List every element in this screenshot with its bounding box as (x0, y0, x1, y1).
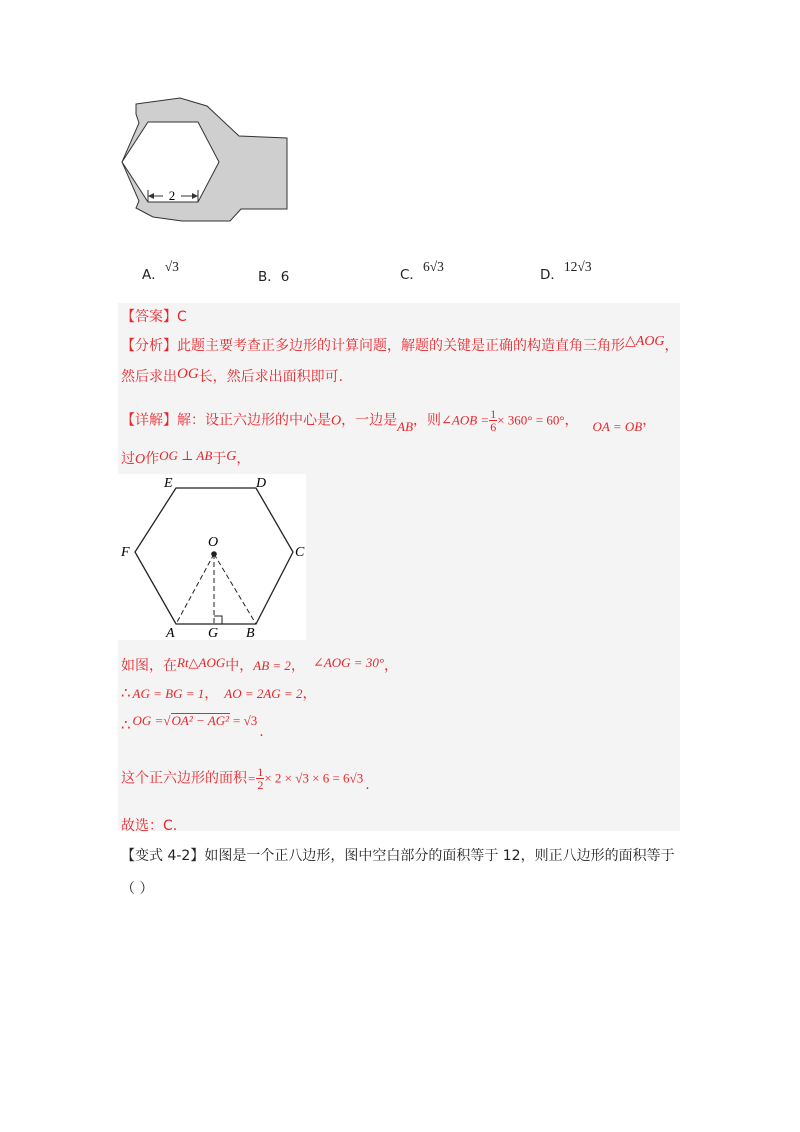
center-point (211, 551, 217, 557)
wrench-hexagon-figure (115, 90, 300, 225)
area-line: 这个正六边形的面积= $\frac{1}{2}$ × 2 × √3 × 6 = 6√3 . (121, 765, 370, 793)
option-c: C．6√3 (400, 259, 444, 283)
label-B: B (246, 626, 255, 640)
label-E: E (164, 476, 173, 491)
dimension-label: 2 (168, 188, 176, 203)
option-a: A．√3 (142, 259, 179, 283)
fraction-one-sixth: $\frac{1}{6}$ (490, 407, 497, 434)
analysis-line-2: 然后求出OG长，然后求出面积即可. (121, 366, 344, 385)
label-F: F (121, 545, 130, 560)
label-A: A (166, 626, 175, 640)
choose-line: 故选：C. (121, 818, 178, 834)
option-d: D．12√3 (540, 259, 592, 283)
label-O: O (208, 535, 219, 550)
answer-line: 【答案】C (121, 309, 187, 325)
solution-line-3: ∴ OG =√OA² − AG² = √3. (121, 713, 264, 740)
solution-line-1: 如图，在Rt△AOG中，AB = 2， ∠AOG = 30°， (121, 655, 399, 674)
label-C: C (295, 545, 305, 560)
radical-expression: OA² − AG² (171, 713, 229, 728)
fraction-one-half: $\frac{1}{2}$ (257, 765, 264, 792)
detail-line-1: 【详解】解：设正六边形的中心是O，一边是AB，则∠AOB = $\frac{1}{6}$ × 360° = 60°， OA = OB， (121, 407, 657, 434)
variant-question: 【变式 4-2】如图是一个正八边形，图中空白部分的面积等于 12，则正八边形的面积等于 (121, 848, 675, 864)
detail-line-2: 过O作OG ⊥ AB于G， (121, 448, 251, 467)
variant-paren: （ ） (121, 881, 154, 897)
solution-line-2: ∴ AG = BG = 1， AO = 2AG = 2， (121, 684, 317, 702)
option-b: B．6 (258, 269, 290, 285)
label-D: D (256, 476, 267, 491)
label-G: G (208, 626, 219, 640)
hexagon-diagram (118, 474, 306, 640)
analysis-line-1: 【分析】此题主要考查正多边形的计算问题，解题的关键是正确的构造直角三角形△AOG， (121, 334, 679, 354)
